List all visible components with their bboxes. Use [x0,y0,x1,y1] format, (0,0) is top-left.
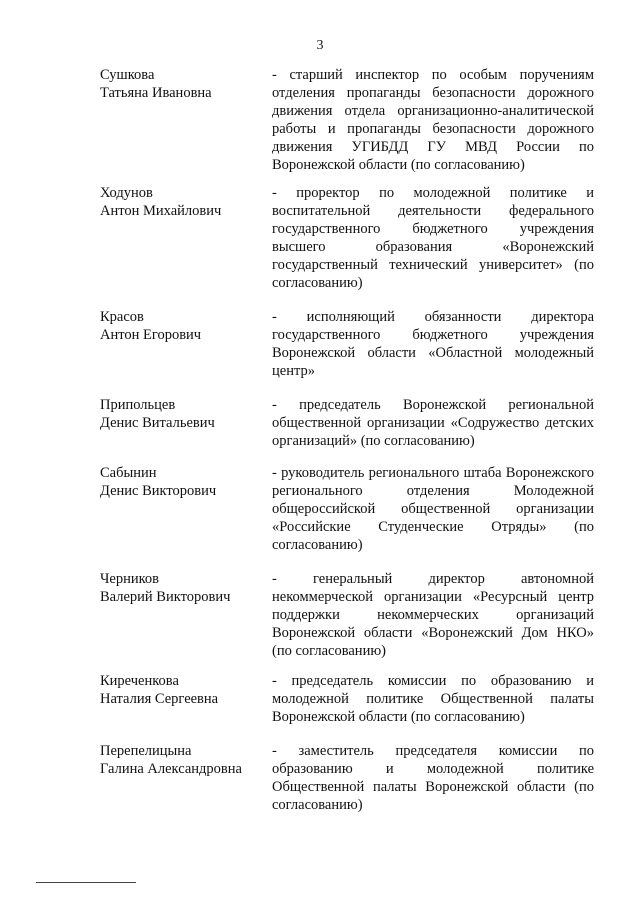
member-surname: Перепелицына [100,743,192,759]
member-role: - исполняющий обязанности директора государственного бюджетного учреждения Воронежской области «Областной молодежный центр» [272,309,594,379]
member-surname: Черников [100,571,160,587]
member-given-name: Денис Витальевич [100,415,215,431]
member-surname: Красов [100,309,144,325]
member-role: - руководитель регионального штаба Воронежского регионального отделения Молодежной общероссийской общественной организации «Российские Студенческие Отряды» (по согласованию) [272,465,594,553]
member-role: - председатель комиссии по образованию и молодежной политике Общественной палаты Воронежской области (по согласованию) [272,673,594,725]
member-given-name: Галина Александровна [100,761,242,777]
member-surname: Припольцев [100,397,176,413]
member-role: - председатель Воронежской региональной общественной организации «Содружество детских организаций» (по согласованию) [272,397,594,449]
member-given-name: Татьяна Ивановна [100,85,212,101]
member-surname: Киреченкова [100,673,179,689]
member-name [100,464,260,500]
page-number: 3 [316,38,324,53]
member-given-name: Наталия Сергеевна [100,691,219,707]
member-name [100,308,260,344]
member-role: - проректор по молодежной политике и воспитательной деятельности федерального государственного бюджетного учреждения высшего образования «Воронежский государственный технический университет» (по согласованию) [272,185,594,291]
member-name [100,672,260,708]
member-given-name: Антон Егорович [100,327,202,343]
footer-divider [36,882,136,883]
member-name [100,742,260,778]
member-role: - заместитель председателя комиссии по образованию и молодежной политике Общественной палаты Воронежской области (по согласованию) [272,743,594,813]
member-given-name: Денис Викторович [100,483,217,499]
member-surname: Сабынин [100,465,157,481]
member-name [100,184,260,220]
member-name [100,396,260,432]
member-role: - генеральный директор автономной некоммерческой организации «Ресурсный центр поддержки некоммерческих организаций Воронежской области «Воронежский Дом НКО» (по согласованию) [272,571,594,659]
member-role: - старший инспектор по особым поручениям отделения пропаганды безопасности дорожного движения отдела организационно-аналитической работы и пропаганды безопасности дорожного движения УГИБДД ГУ МВД России по Воронежской области (по согласованию) [272,67,594,173]
member-given-name: Антон Михайлович [100,203,222,219]
member-name [100,66,260,102]
member-given-name: Валерий Викторович [100,589,231,605]
member-surname: Ходунов [100,185,153,201]
member-name [100,570,260,606]
member-surname: Сушкова [100,67,155,83]
